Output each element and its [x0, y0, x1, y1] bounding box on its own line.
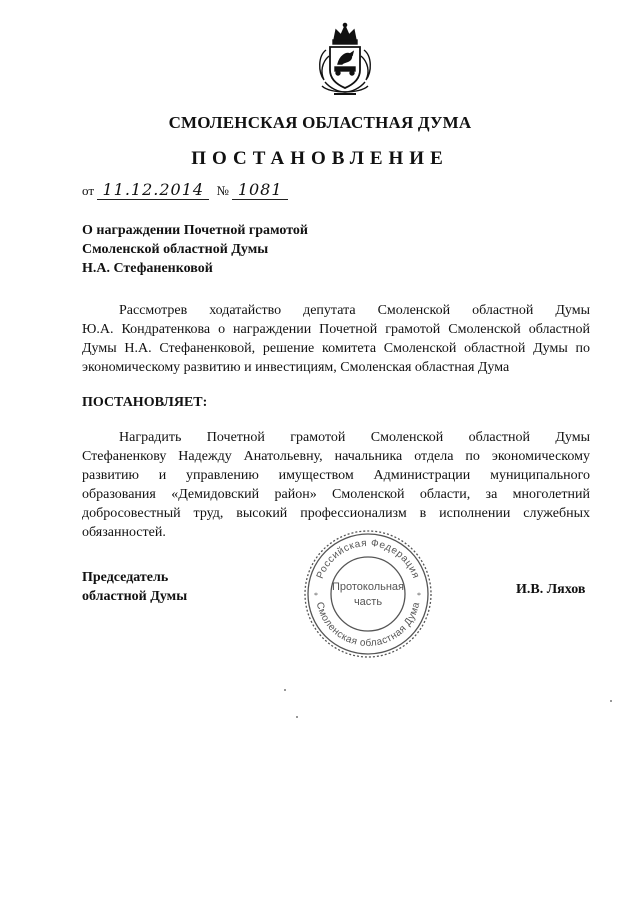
speck: [610, 700, 612, 702]
subject-line: Н.А. Стефаненковой: [82, 261, 213, 276]
document-type-title: ПОСТАНОВЛЕНИЕ: [191, 148, 449, 169]
stamp-ring-top-text: Российская Федерация: [314, 537, 422, 581]
organization-title: СМОЛЕНСКАЯ ОБЛАСТНАЯ ДУМА: [168, 113, 472, 132]
speck: [284, 689, 286, 691]
paragraph-line: Наградить Почетной грамотой Смоленской областной Думы: [119, 430, 590, 445]
stamp-star-icon: *: [314, 591, 318, 600]
document-subject: [82, 221, 308, 278]
svg-text:Российская Федерация: [315, 538, 421, 580]
paragraph-line: развитию и управлению имуществом Администрации муниципального: [82, 468, 590, 483]
paragraph-line: Ю.А. Кондратенкова о награждении Почетной грамотой Смоленской областной: [82, 322, 590, 337]
official-stamp: [302, 528, 434, 660]
speck: [296, 716, 298, 718]
stamp-center-line: Протокольная: [331, 581, 405, 593]
subject-line: Смоленской областной Думы: [82, 242, 269, 257]
paragraph-line: образования «Демидовский район» Смоленской области, за многолетний: [82, 487, 590, 502]
stamp-center-line: часть: [353, 596, 383, 608]
position-line: Председатель: [82, 570, 169, 585]
signatory-position: [82, 568, 187, 606]
date-label: от: [82, 183, 95, 198]
handwritten-number: 1081: [232, 180, 288, 200]
decree-heading: ПОСТАНОВЛЯЕТ:: [82, 395, 208, 410]
paragraph-line: Стефаненкову Надежду Анатольевну, начальника отдела по экономическому: [82, 449, 590, 464]
signatory-name: И.В. Ляхов: [516, 582, 586, 597]
paragraph-line: добросовестный труд, высокий профессионализм в исполнении служебных: [82, 506, 590, 521]
svg-text:Смоленская областная Дума: [314, 601, 423, 649]
number-label: №: [216, 183, 229, 198]
stamp-ring-bottom-text: Смоленская областная Дума: [313, 600, 423, 650]
decision-paragraph: [82, 428, 590, 542]
smolensk-coat-of-arms-icon: [316, 22, 374, 98]
preamble-paragraph: [82, 301, 590, 377]
paragraph-line: Думы Н.А. Стефаненковой, решение комитета Смоленской областной Думы по: [82, 341, 590, 356]
subject-line: О награждении Почетной грамотой: [82, 223, 308, 238]
document-meta: [82, 180, 288, 200]
handwritten-date: 11.12.2014: [97, 180, 209, 200]
paragraph-line: обязанностей.: [82, 525, 166, 540]
position-line: областной Думы: [82, 589, 188, 604]
paragraph-line: Рассмотрев ходатайство депутата Смоленской областной Думы: [119, 303, 590, 318]
stamp-star-icon: *: [417, 591, 421, 600]
paragraph-line: экономическому развитию и инвестициям, Смоленская областная Дума: [82, 360, 510, 375]
